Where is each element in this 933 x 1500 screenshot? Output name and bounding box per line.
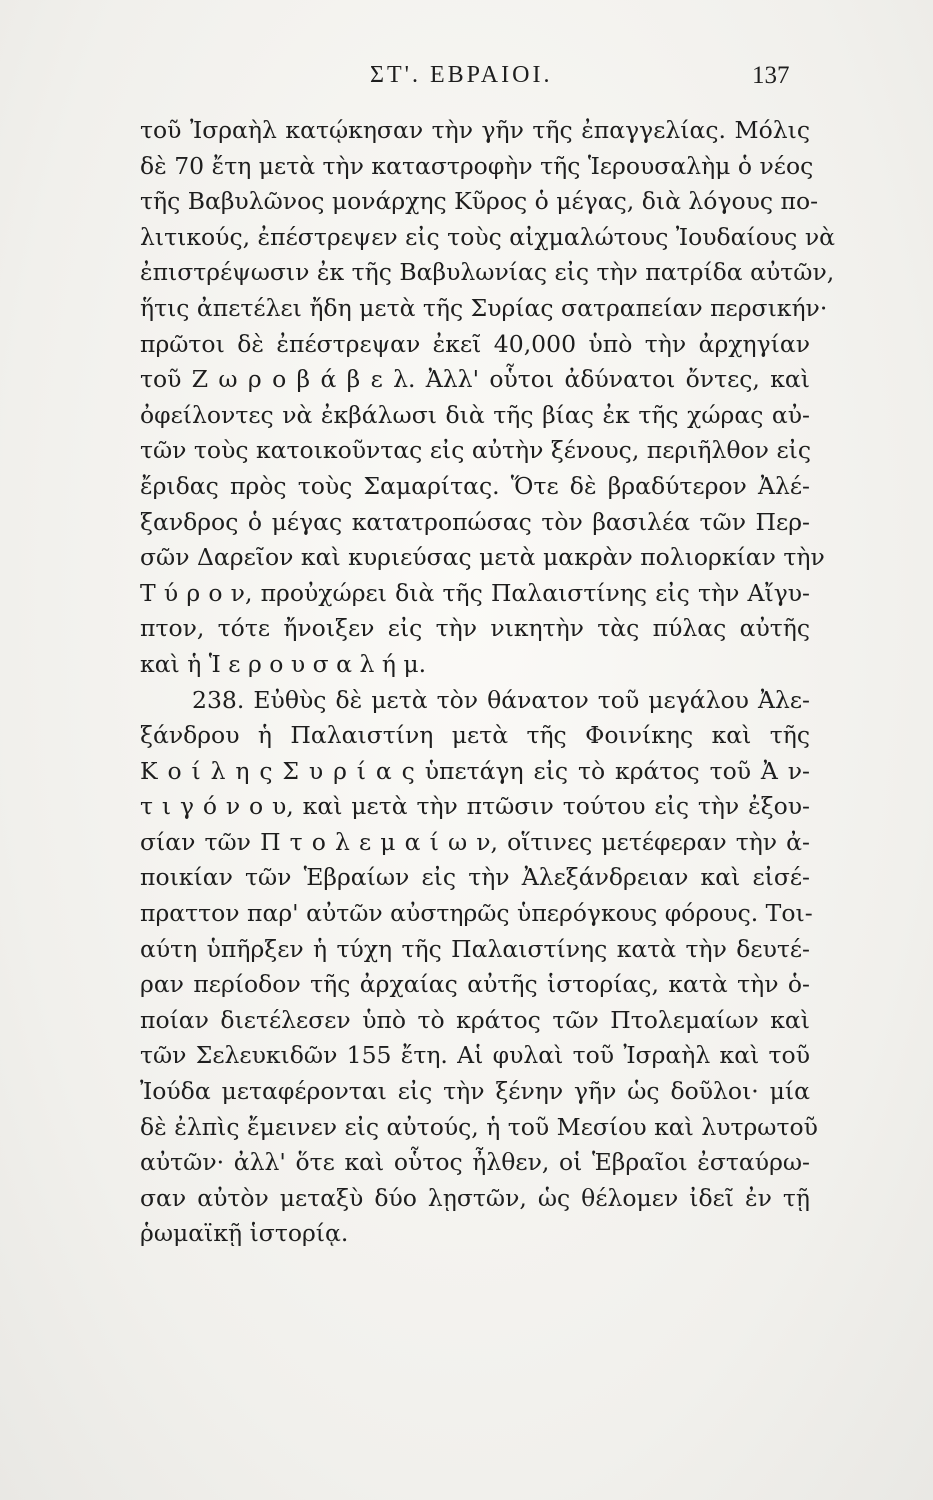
text-line: σίαν τῶν Π τ ο λ ε μ α ί ω ν, οἵτινες μετέφεραν τὴν ἀ-: [140, 827, 810, 856]
text-line: σαν αὐτὸν μεταξὺ δύο λῃστῶν, ὡς θέλομεν ἰδεῖ ἐν τῇ: [140, 1183, 810, 1212]
text-line: δὲ 70 ἔτη μετὰ τὴν καταστροφὴν τῆς Ἱερουσαλὴμ ὁ νέος: [140, 151, 814, 180]
text-line: ῥωμαϊκῇ ἱστορίᾳ.: [140, 1219, 349, 1248]
page-number: 137: [752, 62, 790, 89]
text-line: ξανδρος ὁ μέγας κατατροπώσας τὸν βασιλέα τῶν Περ-: [140, 507, 810, 536]
text-line: Τ ύ ρ ο ν, προὐχώρει διὰ τῆς Παλαιστίνης εἰς τὴν Αἴγυ-: [140, 578, 810, 607]
text-line: τοῦ Ζ ω ρ ο β ά β ε λ. Ἀλλ' οὗτοι ἀδύνατοι ὄντες, καὶ: [140, 365, 810, 394]
text-line: Ἰούδα μεταφέρονται εἰς τὴν ξένην γῆν ὡς δοῦλοι· μία: [140, 1077, 810, 1106]
text-line: ποίαν διετέλεσεν ὑπὸ τὸ κράτος τῶν Πτολεμαίων καὶ: [140, 1005, 810, 1034]
text-line: Κ ο ί λ η ς Σ υ ρ ί α ς ὑπετάγη εἰς τὸ κράτος τοῦ Ἀ ν-: [140, 756, 810, 785]
text-line: ποικίαν τῶν Ἑβραίων εἰς τὴν Ἀλεξάνδρειαν καὶ εἰσέ-: [140, 863, 810, 892]
text-line: αὐτῶν· ἀλλ' ὅτε καὶ οὗτος ἦλθεν, οἱ Ἑβραῖοι ἐσταύρω-: [140, 1148, 810, 1177]
paragraph-1: [140, 113, 835, 683]
text-line: τ ι γ ό ν ο υ, καὶ μετὰ τὴν πτῶσιν τούτου εἰς τὴν ἐξου-: [140, 792, 810, 821]
text-line: τοῦ Ἰσραὴλ κατῴκησαν τὴν γῆν τῆς ἐπαγγελίας. Μόλις: [140, 116, 810, 144]
text-line: ἥτις ἀπετέλει ἤδη μετὰ τῆς Συρίας σατραπείαν περσικήν·: [140, 293, 828, 322]
text-line: ραν περίοδον τῆς ἀρχαίας αὐτῆς ἱστορίας, κατὰ τὴν ὁ-: [140, 970, 810, 999]
paragraph-2: [140, 683, 818, 1253]
text-line: τῶν Σελευκιδῶν 155 ἔτη. Αἱ φυλαὶ τοῦ Ἰσραὴλ καὶ τοῦ: [140, 1041, 810, 1070]
text-line: αύτη ὑπῆρξεν ἡ τύχη τῆς Παλαιστίνης κατὰ τὴν δευτέ-: [140, 934, 810, 963]
text-line: πραττον παρ' αὐτῶν αὐστηρῶς ὑπερόγκους φόρους. Τοι-: [140, 899, 813, 928]
text-line: λιτικούς, ἐπέστρεψεν εἰς τοὺς αἰχμαλώτους Ἰουδαίους νὰ: [140, 222, 835, 251]
text-line: πτον, τότε ἤνοιξεν εἰς τὴν νικητὴν τὰς πύλας αὐτῆς: [140, 614, 810, 643]
text-line: τῆς Βαβυλῶνος μονάρχης Κῦρος ὁ μέγας, διὰ λόγους πο-: [140, 187, 819, 216]
text-line: δὲ ἐλπὶς ἔμεινεν εἰς αὐτούς, ἡ τοῦ Μεσίου καὶ λυτρωτοῦ: [140, 1112, 818, 1141]
text-line: ξάνδρου ἡ Παλαιστίνη μετὰ τῆς Φοινίκης καὶ τῆς: [140, 721, 810, 750]
text-line: σῶν Δαρεῖον καὶ κυριεύσας μετὰ μακρὰν πολιορκίαν τὴν: [140, 543, 825, 572]
text-line: ἐπιστρέψωσιν ἐκ τῆς Βαβυλωνίας εἰς τὴν πατρίδα αὐτῶν,: [140, 258, 835, 287]
text-line: 238. Εὐθὺς δὲ μετὰ τὸν θάνατον τοῦ μεγάλου Ἀλε-: [192, 685, 810, 714]
body-text: [140, 113, 835, 1252]
text-line: ὀφείλοντες νὰ ἐκβάλωσι διὰ τῆς βίας ἐκ τῆς χώρας αὐ-: [140, 400, 810, 429]
text-line: τῶν τοὺς κατοικοῦντας εἰς αὐτὴν ξένους, περιῆλθον εἰς: [140, 436, 811, 465]
text-line: πρῶτοι δὲ ἐπέστρεψαν ἐκεῖ 40,000 ὑπὸ τὴν ἀρχηγίαν: [140, 329, 810, 358]
text-line: καὶ ἡ Ἱ ε ρ ο υ σ α λ ή μ.: [140, 649, 427, 678]
running-head: ΣΤ'. ΕΒΡΑΙΟΙ.: [370, 62, 553, 88]
page-header: [0, 62, 933, 102]
text-line: ἔριδας πρὸς τοὺς Σαμαρίτας. Ὅτε δὲ βραδύτερον Ἀλέ-: [140, 471, 810, 500]
